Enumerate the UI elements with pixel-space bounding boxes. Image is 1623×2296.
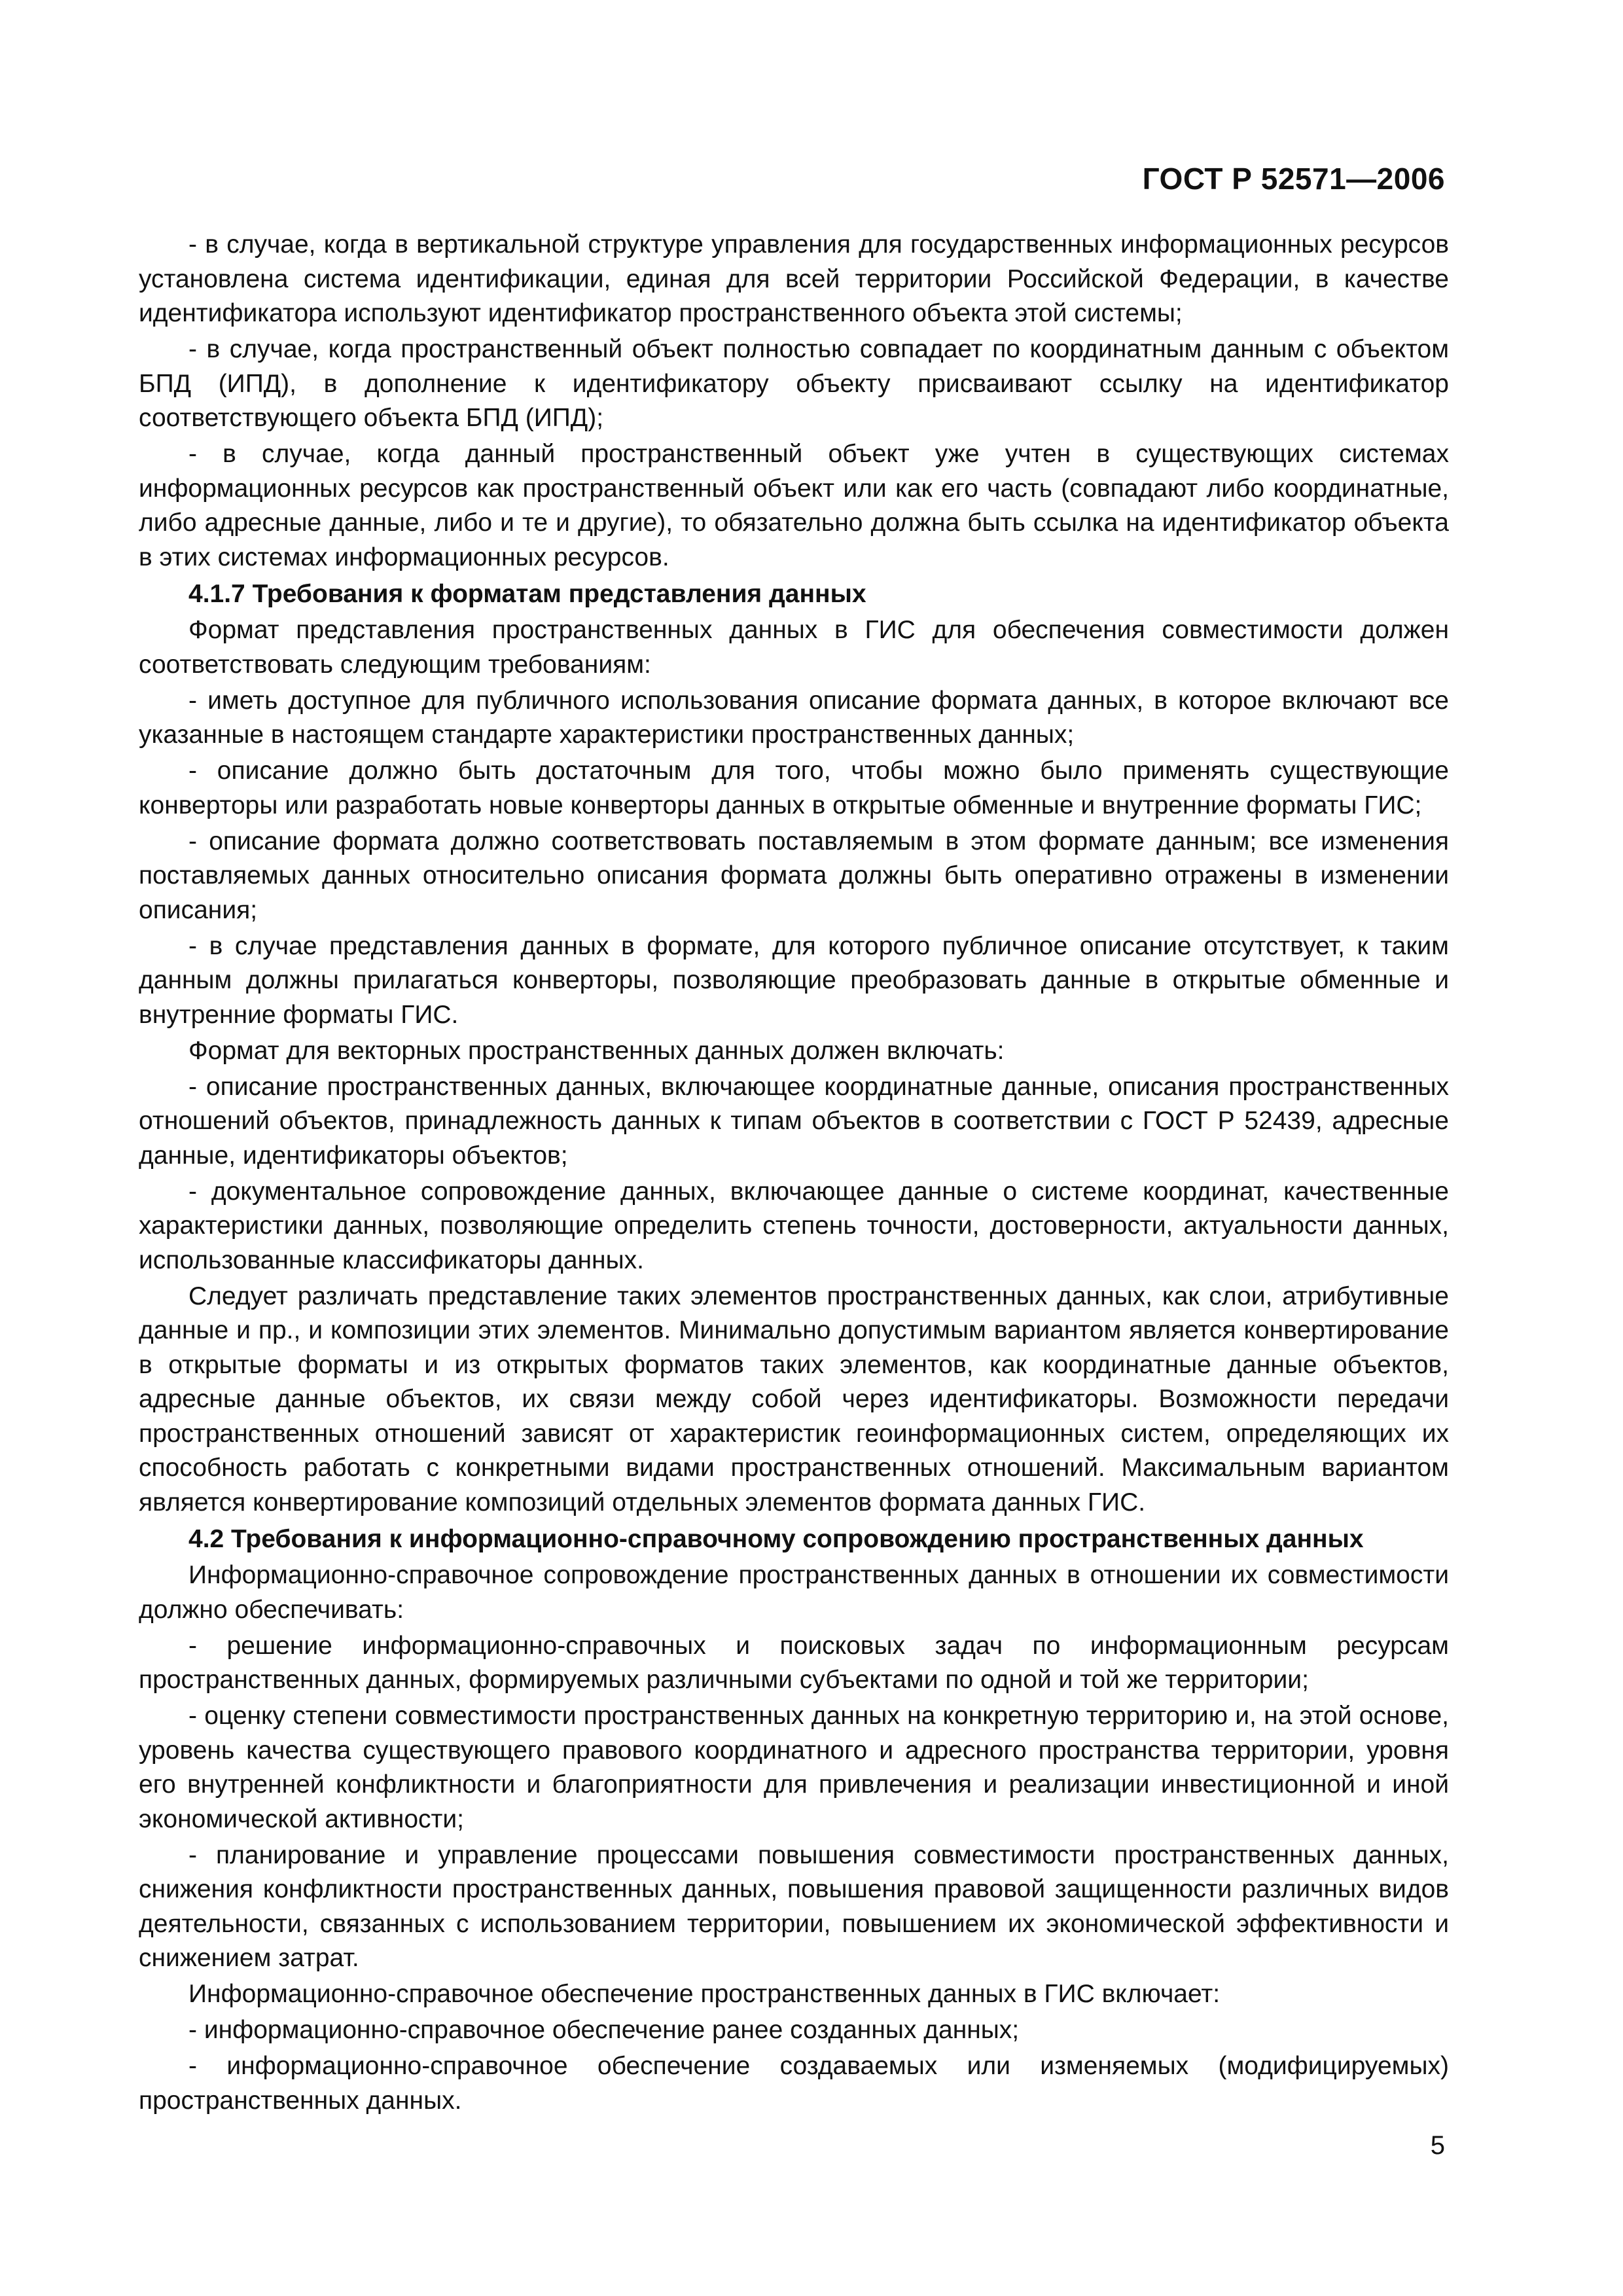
document-id-header: ГОСТ Р 52571—2006 [1142,162,1445,196]
paragraph-bullet: - в случае, когда в вертикальной структуре управления для государственных информационных ресурсов установлена система идентификации, единая для всей территории Российской Федерации, в качестве идентификатора используют идентификатор пространственного объекта этой системы; [139,230,1449,327]
paragraph-bullet: - описание должно быть достаточным для того, чтобы можно было применять существующие конверторы или разработать новые конверторы данных в открытые обменные и внутренние форматы ГИС; [139,757,1449,819]
paragraph-bullet: - решение информационно-справочных и поисковых задач по информационным ресурсам пространственных данных, формируемых различными субъектами по одной и той же территории; [139,1631,1449,1694]
paragraph-bullet: - информационно-справочное обеспечение создаваемых или изменяемых (модифицируемых) пространственных данных. [139,2052,1449,2115]
paragraph-bullet: - в случае, когда данный пространственный объект уже учтен в существующих системах информационных ресурсов как пространственный объект или как его часть (совпадают либо координатные, либо адресные данные, либо и те и другие), то обязательно должна быть ссылка на идентификатор объекта в этих системах информационных ресурсов. [139,440,1449,571]
paragraph-bullet: - в случае представления данных в формате, для которого публичное описание отсутствует, к таким данным должны прилагаться конверторы, позволяющие преобразовать данные в открытые обменные и внутренние форматы ГИС. [139,931,1449,1029]
paragraph: Формат представления пространственных данных в ГИС для обеспечения совместимости должен соответствовать следующим требованиям: [139,616,1449,679]
document-body [139,228,1449,2120]
paragraph-bullet: - описание формата должно соответствовать поставляемым в этом формате данным; все изменения поставляемых данных относительно описания формата должны быть оперативно отражены в изменении описания; [139,827,1449,924]
paragraph-bullet: - оценку степени совместимости пространственных данных на конкретную территорию и, на этой основе, уровень качества существующего правового координатного и адресного пространства территории, уровня его внутренней конфликтности и благоприятности для привлечения и реализации инвестиционной и иной экономической активности; [139,1702,1449,1833]
paragraph-bullet: - иметь доступное для публичного использования описание формата данных, в которое включают все указанные в настоящем стандарте характеристики пространственных данных; [139,686,1449,749]
paragraph-bullet: - описание пространственных данных, включающее координатные данные, описания пространственных отношений объектов, принадлежность данных к типам объектов в соответствии с ГОСТ Р 52439, адресные данные, идентификаторы объектов; [139,1072,1449,1170]
paragraph-bullet: - документальное сопровождение данных, включающее данные о системе координат, качественные характеристики данных, позволяющие определить степень точности, достоверности, актуальности данных, использованные классификаторы данных. [139,1177,1449,1274]
page-number: 5 [1430,2131,1445,2160]
paragraph-bullet: - информационно-справочное обеспечение ранее созданных данных; [188,2016,1020,2044]
section-heading-4-1-7: 4.1.7 Требования к форматам представления данных [188,580,866,608]
paragraph: Информационно-справочное обеспечение пространственных данных в ГИС включает: [188,1980,1221,2008]
paragraph: Формат для векторных пространственных данных должен включать: [188,1036,1005,1065]
paragraph-bullet: - в случае, когда пространственный объект полностью совпадает по координатным данным с объектом БПД (ИПД), в дополнение к идентификатору объекту присваивают ссылку на идентификатор соответствующего объекта БПД (ИПД); [139,335,1449,432]
paragraph: Информационно-справочное сопровождение пространственных данных в отношении их совместимости должно обеспечивать: [139,1561,1449,1624]
paragraph-bullet: - планирование и управление процессами повышения совместимости пространственных данных, снижения конфликтности пространственных данных, повышения правовой защищенности различных видов деятельности, связанных с использованием территории, повышением их экономической эффективности и снижением затрат. [139,1840,1449,1972]
paragraph: Следует различать представление таких элементов пространственных данных, как слои, атрибутивные данные и пр., и композиции этих элементов. Минимально допустимым вариантом является конвертирование в открытые форматы и из открытых форматов таких элементов, как координатные данные объектов, адресные данные объектов, их связи между собой через идентификаторы. Возможности передачи пространственных отношений зависят от характеристик геоинформационных систем, определяющих их способность работать с конкретными видами пространственных отношений. Максимальным вариантом является конвертирование композиций отдельных элементов формата данных ГИС. [139,1282,1449,1516]
section-heading-4-2: 4.2 Требования к информационно-справочному сопровождению пространственных данных [188,1525,1364,1553]
